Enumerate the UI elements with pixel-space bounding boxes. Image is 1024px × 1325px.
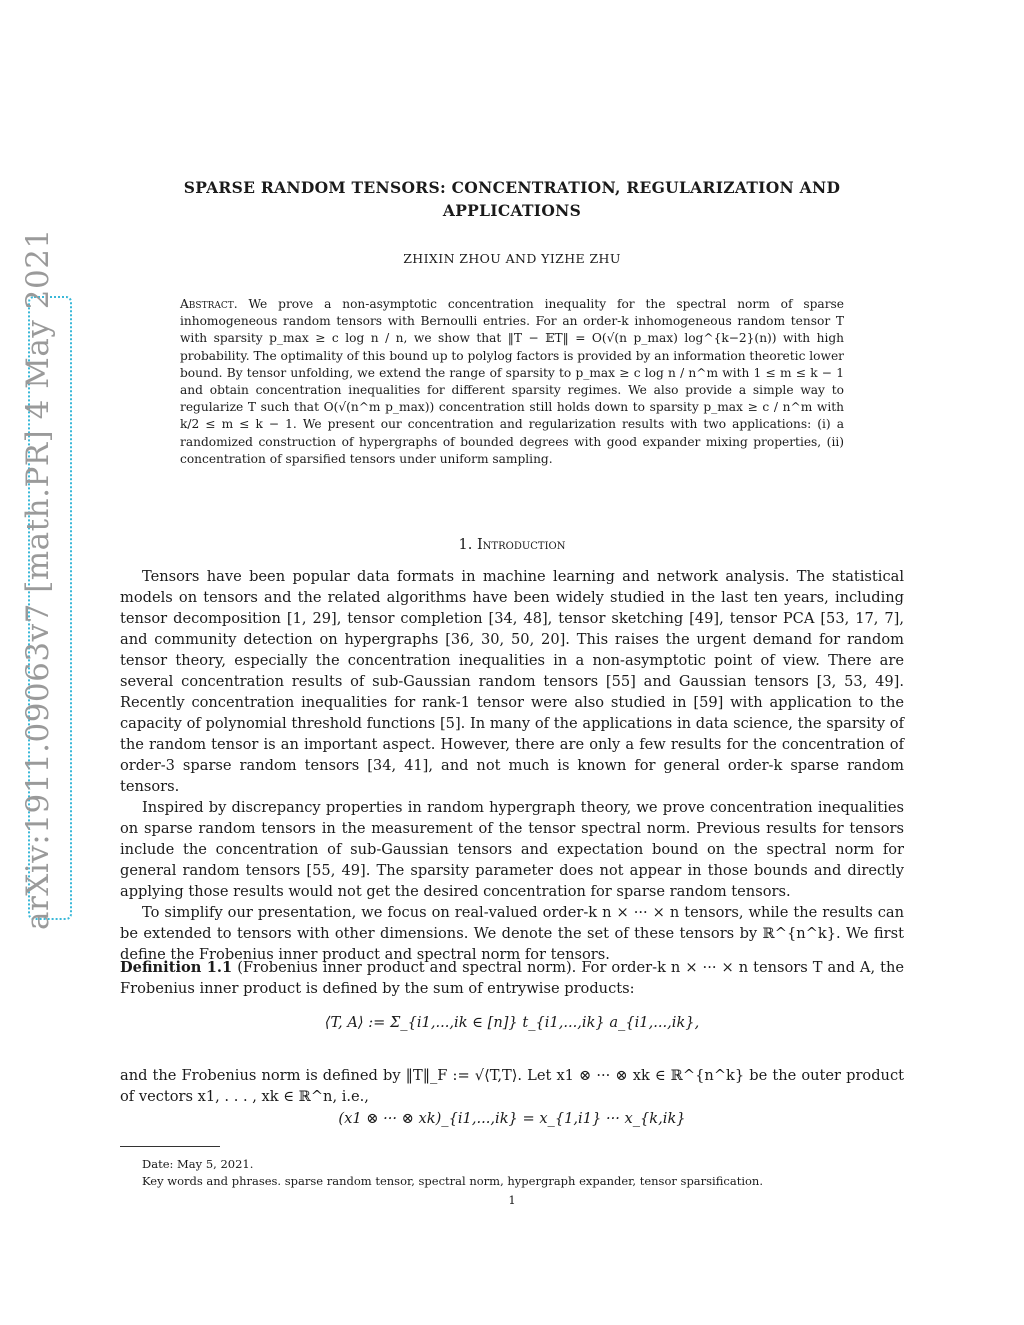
page-number: 1 <box>508 1193 516 1207</box>
definition-label: Definition 1.1 <box>120 959 233 976</box>
introduction-body <box>120 566 904 965</box>
footnote-date: Date: May 5, 2021. <box>142 1157 254 1171</box>
authors: ZHIXIN ZHOU AND YIZHE ZHU <box>403 251 621 266</box>
frobenius-norm-text: and the Frobenius norm is defined by ‖T‖_F := √⟨T,T⟩. Let x1 ⊗ ··· ⊗ xk ∈ ℝ^{n^k} be the outer product of vectors x1, . . . , xk ∈ ℝ^n, i.e., <box>120 1067 904 1105</box>
paragraph-2: Inspired by discrepancy properties in random hypergraph theory, we prove concentration inequalities on sparse random tensors in the measurement of the tensor spectral norm. Previous results for tensors include the concentration of sub-Gaussian tensors and expectation bound on the spectral norm for general random tensors [55, 49]. The sparsity parameter does not appear in those bounds and directly applying those results would not get the desired concentration for sparse random tensors. <box>120 799 904 900</box>
paper-title <box>120 176 904 222</box>
definition-block <box>120 957 904 999</box>
definition-name: (Frobenius inner product and spectral norm). <box>237 959 577 976</box>
equation-outer-product: (x1 ⊗ ··· ⊗ xk)_{i1,...,ik} = x_{1,i1} ··· x_{k,ik} <box>338 1110 686 1127</box>
paragraph-3: To simplify our presentation, we focus on real-valued order-k n × ··· × n tensors, while the results can be extended to tensors with other dimensions. We denote the set of these tensors by ℝ^{n^k}. We first define the Frobenius inner product and spectral norm for tensors. <box>120 904 904 963</box>
abstract-text: We prove a non-asymptotic concentration inequality for the spectral norm of sparse inhomogeneous random tensors with Bernoulli entries. For an order-k inhomogeneous random tensor T with sparsity p_max ≥ c log n / n, we show that ‖T − 𝔼T‖ = O(√(n p_max) log^{k−2}(n)) with high probability. The optimality of this bound up to polylog factors is provided by an information theoretic lower bound. By tensor unfolding, we extend the range of sparsity to p_max ≥ c log n / n^m with 1 ≤ m ≤ k − 1 and obtain concentration inequalities for different sparsity regimes. We also provide a simple way to regularize T such that O(√(n^m p_max)) concentration still holds down to sparsity p_max ≥ c / n^m with k/2 ≤ m ≤ k − 1. We present our concentration and regularization results with two applications: (i) a randomized construction of hypergraphs of bounded degrees with good expander mixing properties, (ii) concentration of sparsified tensors under uniform sampling. <box>180 297 844 466</box>
footnote-keywords: Key words and phrases. sparse random tensor, spectral norm, hypergraph expander, tensor sparsification. <box>142 1174 763 1188</box>
paragraph-1: Tensors have been popular data formats in machine learning and network analysis. The statistical models on tensors and the related algorithms have been widely studied in the last ten years, including tensor decomposition [1, 29], tensor completion [34, 48], tensor sketching [49], tensor PCA [53, 17, 7], and community detection on hypergraphs [36, 30, 50, 20]. This raises the urgent demand for random tensor theory, especially the concentration inequalities in a non-asymptotic point of view. There are several concentration results of sub-Gaussian random tensors [55] and Gaussian tensors [3, 53, 49]. Recently concentration inequalities for rank-1 tensor were also studied in [59] with application to the capacity of polynomial threshold functions [5]. In many of the applications in data science, the sparsity of the random tensor is an important aspect. However, there are only a few results for the concentration of order-3 sparse random tensors [34, 41], and not much is known for general order-k sparse random tensors. <box>120 568 904 795</box>
section-title: 1. Introduction <box>458 537 566 553</box>
abstract-label: Abstract. <box>180 297 238 311</box>
arxiv-identifier[interactable]: arXiv:1911.09063v7 [math.PR] 4 May 2021 <box>20 228 56 930</box>
equation-inner-product: ⟨T, A⟩ := Σ_{i1,...,ik ∈ [n]} t_{i1,...,ik} a_{i1,...,ik}, <box>324 1014 700 1031</box>
definition-text: For order-k n × ··· × n tensors T and A, the Frobenius inner product is defined by the sum of entrywise products: <box>120 959 905 997</box>
title-line-2: APPLICATIONS <box>442 201 582 220</box>
abstract <box>180 296 844 468</box>
footnote-rule <box>120 1146 220 1147</box>
title-line-1: SPARSE RANDOM TENSORS: CONCENTRATION, REGULARIZATION AND <box>183 178 841 197</box>
